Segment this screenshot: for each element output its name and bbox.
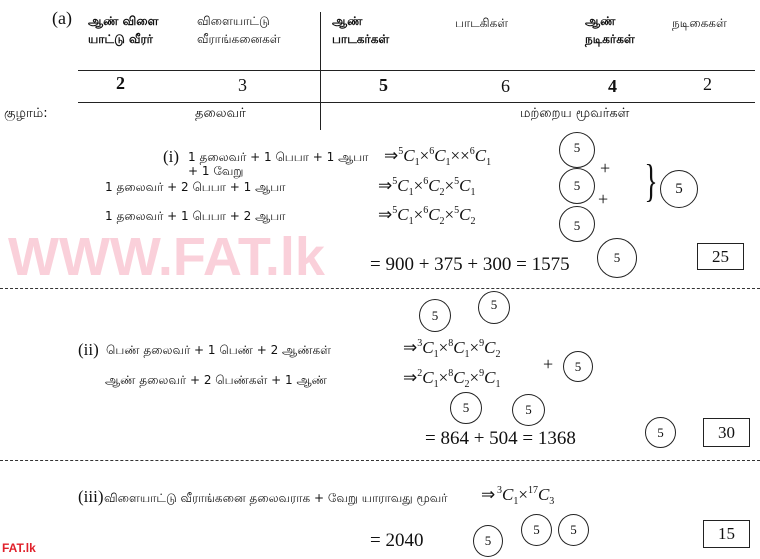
- brace-icon: }: [644, 155, 658, 206]
- mark-circle: 5: [473, 525, 503, 557]
- times-sign: ×: [413, 205, 424, 224]
- watermark: WWW.FAT.lk: [8, 227, 325, 287]
- combination-term: $^5C_1$: [392, 205, 414, 227]
- group-leader: தலைவர்: [195, 106, 246, 121]
- mark-circle: 5: [450, 392, 482, 424]
- count: 5: [379, 75, 388, 95]
- header-male-singers: ஆண் பாடகர்கள்: [332, 14, 390, 46]
- formula: [497, 485, 554, 507]
- mark-circle: 5: [512, 394, 545, 426]
- combination-term: $^9C_1$: [479, 368, 501, 390]
- times-sign: ×: [469, 368, 480, 387]
- formula: [403, 338, 500, 360]
- arrow: ⇒: [481, 485, 496, 504]
- count: 3: [238, 75, 247, 95]
- mark-circle: 5: [660, 170, 698, 208]
- combination-term: $^6C_2$: [423, 176, 445, 198]
- mark-circle: 5: [419, 299, 451, 332]
- mark-circle: 5: [597, 238, 637, 278]
- logo: FAT.lk: [2, 541, 36, 555]
- times-sign: ×: [413, 176, 424, 195]
- part-i-row-2: 1 தலைவர் + 2 பெபா + 1 ஆபா: [105, 180, 286, 194]
- formula: [378, 176, 475, 198]
- part-i-row-1: 1 தலைவர் + 1 பெபா + 1 ஆபா + 1 வேறு: [188, 150, 369, 178]
- mark-circle: 5: [563, 351, 593, 382]
- mark-circle: 5: [559, 168, 595, 204]
- arrow: ⇒: [403, 368, 418, 387]
- table-rule: [78, 102, 755, 103]
- total-marks-box: 30: [703, 418, 750, 447]
- combination-term: $^5C_1$: [398, 146, 420, 168]
- plus-sign: +: [598, 189, 609, 209]
- part-iii-row: விளையாட்டு வீராங்கனை தலைவராக + வேறு யாராவது மூவர்: [104, 491, 448, 505]
- formula: [378, 205, 475, 227]
- times-sign: ×: [419, 146, 430, 165]
- header-male-actors: ஆண் நடிகர்கள்: [585, 14, 635, 46]
- times-sign: ×: [518, 485, 528, 504]
- plus-sign: +: [600, 158, 611, 178]
- formula: [403, 368, 500, 390]
- times-sign: ×: [438, 338, 449, 357]
- combination-term: $^2C_1$: [417, 368, 439, 390]
- header-female-athletes: விளையாட்டு வீராங்கனைகள்: [197, 14, 281, 46]
- table-divider: [320, 12, 321, 130]
- combination-term: $^5C_2$: [454, 205, 476, 227]
- combination-term: $^8C_2$: [448, 368, 470, 390]
- combination-term: $^9C_2$: [479, 338, 501, 360]
- mark-circle: 5: [559, 132, 595, 168]
- combination-term: $^3C_1$: [497, 485, 519, 507]
- group-others: மற்றைய மூவர்கள்: [520, 106, 630, 121]
- part-iii-result: = 2040: [370, 530, 424, 551]
- combination-term: $^6C_1$: [469, 146, 492, 168]
- arrow: ⇒: [378, 205, 393, 224]
- combination-term: $^3C_1$: [417, 338, 439, 360]
- count: 6: [501, 76, 510, 96]
- combination-term: $^5C_1$: [454, 176, 476, 198]
- part-ii-result: = 864 + 504 = 1368: [425, 428, 576, 449]
- part-i-row-3: 1 தலைவர் + 1 பெபா + 2 ஆபா: [105, 209, 286, 223]
- table-rule: [78, 70, 755, 71]
- times-sign: ×: [469, 338, 480, 357]
- arrow: ⇒: [378, 176, 393, 195]
- arrow: ⇒: [384, 146, 399, 165]
- part-ii-row-2: ஆண் தலைவர் + 2 பெண்கள் + 1 ஆண்: [105, 373, 327, 387]
- part-iii-label: (iii): [78, 487, 104, 506]
- combination-term: $^8C_1$: [448, 338, 470, 360]
- section-divider: [0, 288, 760, 289]
- header-female-singers: பாடகிகள்: [455, 16, 509, 30]
- section-divider: [0, 460, 760, 461]
- total-marks-box: 25: [697, 243, 744, 270]
- mark-circle: 5: [478, 291, 510, 324]
- times-sign: ×: [438, 368, 449, 387]
- times-sign: ×: [444, 176, 455, 195]
- combination-term: $^6C_1$: [429, 146, 451, 168]
- part-ii-label: (ii): [78, 340, 99, 359]
- mark-circle: 5: [645, 417, 676, 448]
- combination-term: $^6C_2$: [423, 205, 445, 227]
- mark-circle: 5: [558, 514, 589, 546]
- combination-term: $^{17}C_3$: [527, 485, 555, 507]
- plus-sign: +: [543, 354, 554, 374]
- times-sign: ×: [450, 146, 461, 165]
- mark-circle: 5: [559, 206, 595, 242]
- mark-circle: 5: [521, 514, 552, 546]
- part-ii-row-1: பெண் தலைவர் + 1 பெண் + 2 ஆண்கள்: [106, 343, 331, 357]
- part-label: (a): [52, 8, 72, 28]
- arrow: ⇒: [403, 338, 418, 357]
- times-sign: ×: [444, 205, 455, 224]
- header-female-actors: நடிகைகள்: [672, 16, 727, 30]
- formula: [384, 146, 491, 168]
- group-label: குழாம்:: [4, 106, 48, 121]
- count: 4: [608, 76, 617, 96]
- times-sign: ×: [460, 146, 470, 165]
- part-i-result: = 900 + 375 + 300 = 1575: [370, 254, 570, 275]
- combination-term: $^5C_1$: [392, 176, 414, 198]
- count: 2: [116, 73, 125, 93]
- part-i-label: (i): [163, 147, 180, 166]
- count: 2: [703, 74, 712, 94]
- total-marks-box: 15: [703, 520, 750, 548]
- header-male-athletes: ஆண் விளை யாட்டு வீரர்: [88, 14, 159, 46]
